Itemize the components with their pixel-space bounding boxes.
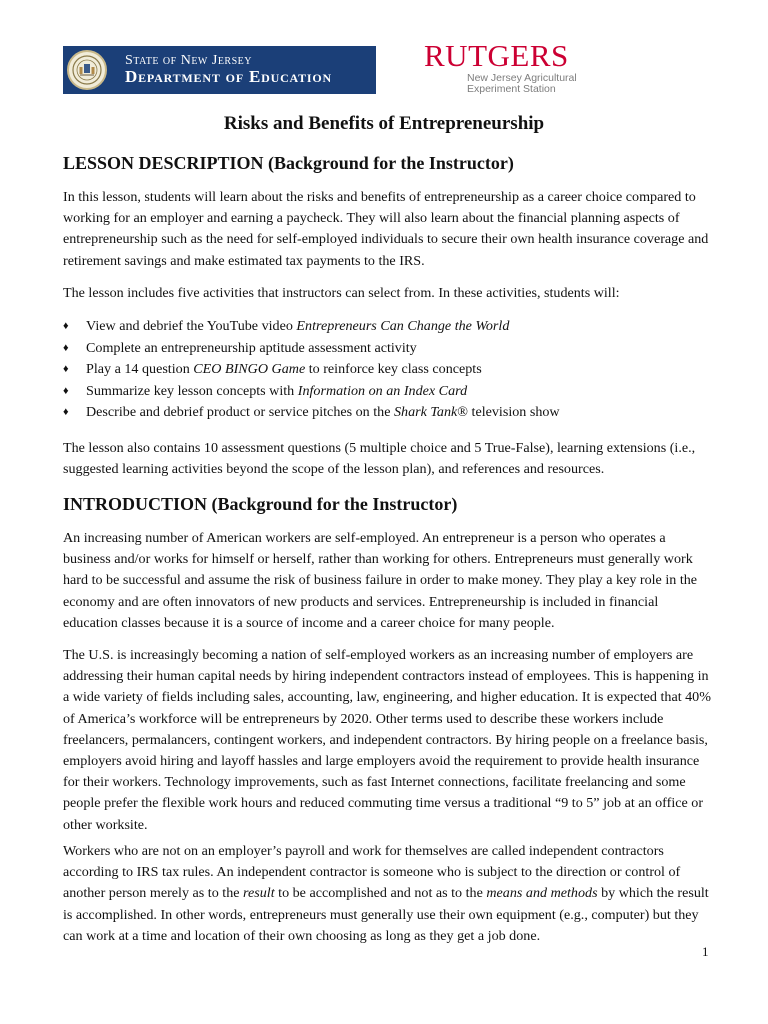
rutgers-subtitle-line1: New Jersey Agricultural <box>467 72 577 84</box>
rutgers-wordmark: RUTGERS <box>424 38 569 73</box>
introduction-paragraph-1: An increasing number of American workers are self-employed. An entrepreneur is a person who operates a business and/or works for himself or herself, rather than working for others. Entrepreneurs must generally work hard to be successful and assume the risk of business failure in order to make money. They play a key role in the economy and are often innovators of new products and services. Entrepreneurship is included in financial education classes because it is a source of income and a career choice for many people. <box>63 530 698 631</box>
lesson-description-paragraph-3: The lesson also contains 10 assessment questions (5 multiple choice and 5 True-False), learning extensions (i.e., suggested learning activities beyond the scope of the lesson plan), and references and resources. <box>63 440 696 478</box>
list-item: ♦ View and debrief the YouTube video Entrepreneurs Can Change the World <box>63 316 713 338</box>
list-item: ♦ Complete an entrepreneurship aptitude assessment activity <box>63 338 713 360</box>
nj-department-of-education-logo <box>63 46 376 94</box>
list-item: ♦ Play a 14 question CEO BINGO Game to reinforce key class concepts <box>63 359 713 381</box>
list-item: ♦ Describe and debrief product or service pitches on the Shark Tank® television show <box>63 402 713 424</box>
lesson-description-paragraph-1: In this lesson, students will learn about the risks and benefits of entrepreneurship as a career choice compared to working for an employer and earning a paycheck. They will also learn about the financial planning aspects of entrepreneurship such as the need for self-employed individuals to secure their own health insurance coverage and retirement savings and make estimated tax payments to the IRS. <box>63 189 709 269</box>
introduction-heading: INTRODUCTION (Background for the Instructor) <box>63 494 458 514</box>
nj-seal-icon <box>67 50 107 90</box>
rutgers-logo <box>424 40 604 96</box>
game-title: CEO BINGO Game <box>193 361 306 377</box>
document-title: Risks and Benefits of Entrepreneurship <box>223 113 545 134</box>
rutgers-subtitle-line2: Experiment Station <box>467 83 556 95</box>
lesson-description-paragraph-2: The lesson includes five activities that instructors can select from. In these activities, students will: <box>63 285 620 301</box>
activities-list <box>63 316 713 424</box>
diamond-bullet-icon: ♦ <box>63 320 69 332</box>
introduction-paragraph-3: Workers who are not on an employer’s payroll and work for themselves are called independent contractors according to IRS tax rules. An independent contractor is someone who is subject to the direction or control of another person merely as to the result to be accomplished and not as to the means and methods by which the result is accomplished. In other words, entrepreneurs must generally use their own equipment (e.g., computer) but they can work at a time and location of their own choosing as long as they get a job done. <box>63 843 709 944</box>
show-title: Shark Tank <box>393 404 458 420</box>
diamond-bullet-icon: ♦ <box>63 363 69 375</box>
diamond-bullet-icon: ♦ <box>63 406 69 418</box>
diamond-bullet-icon: ♦ <box>63 384 69 397</box>
diamond-bullet-icon: ♦ <box>63 341 69 354</box>
lesson-description-heading: LESSON DESCRIPTION (Background for the Instructor) <box>63 153 514 173</box>
list-item: ♦ Summarize key lesson concepts with Information on an Index Card <box>63 381 713 403</box>
introduction-paragraph-2: The U.S. is increasingly becoming a nation of self-employed workers as an increasing number of employers are addressing their human capital needs by hiring independent contractors instead of employees. This is happening in a wide variety of fields including sales, accounting, law, engineering, and higher education. It is expected that 40% of America’s workforce will be entrepreneurs by 2020. Other terms used to describe these workers include freelancers, permalancers, contingent workers, and independent contractors. By hiring people on a freelance basis, employers avoid hiring and layoff hassles and large employers avoid the requirement to provide health insurance for their workers. Technology improvements, such as fast Internet connections, facilitate freelancing and some people prefer the flexible work hours and reduced commuting time versus a traditional “9 to 5” job at an office or other worksite. <box>63 647 711 833</box>
page-number: 1 <box>702 944 709 959</box>
activity-title: Information on an Index Card <box>297 382 468 399</box>
nj-logo-line2: Department of Education <box>125 67 332 87</box>
video-title: Entrepreneurs Can Change the World <box>296 318 510 334</box>
rutgers-subtitle <box>467 73 577 95</box>
nj-logo-line1: State of New Jersey <box>125 52 252 68</box>
